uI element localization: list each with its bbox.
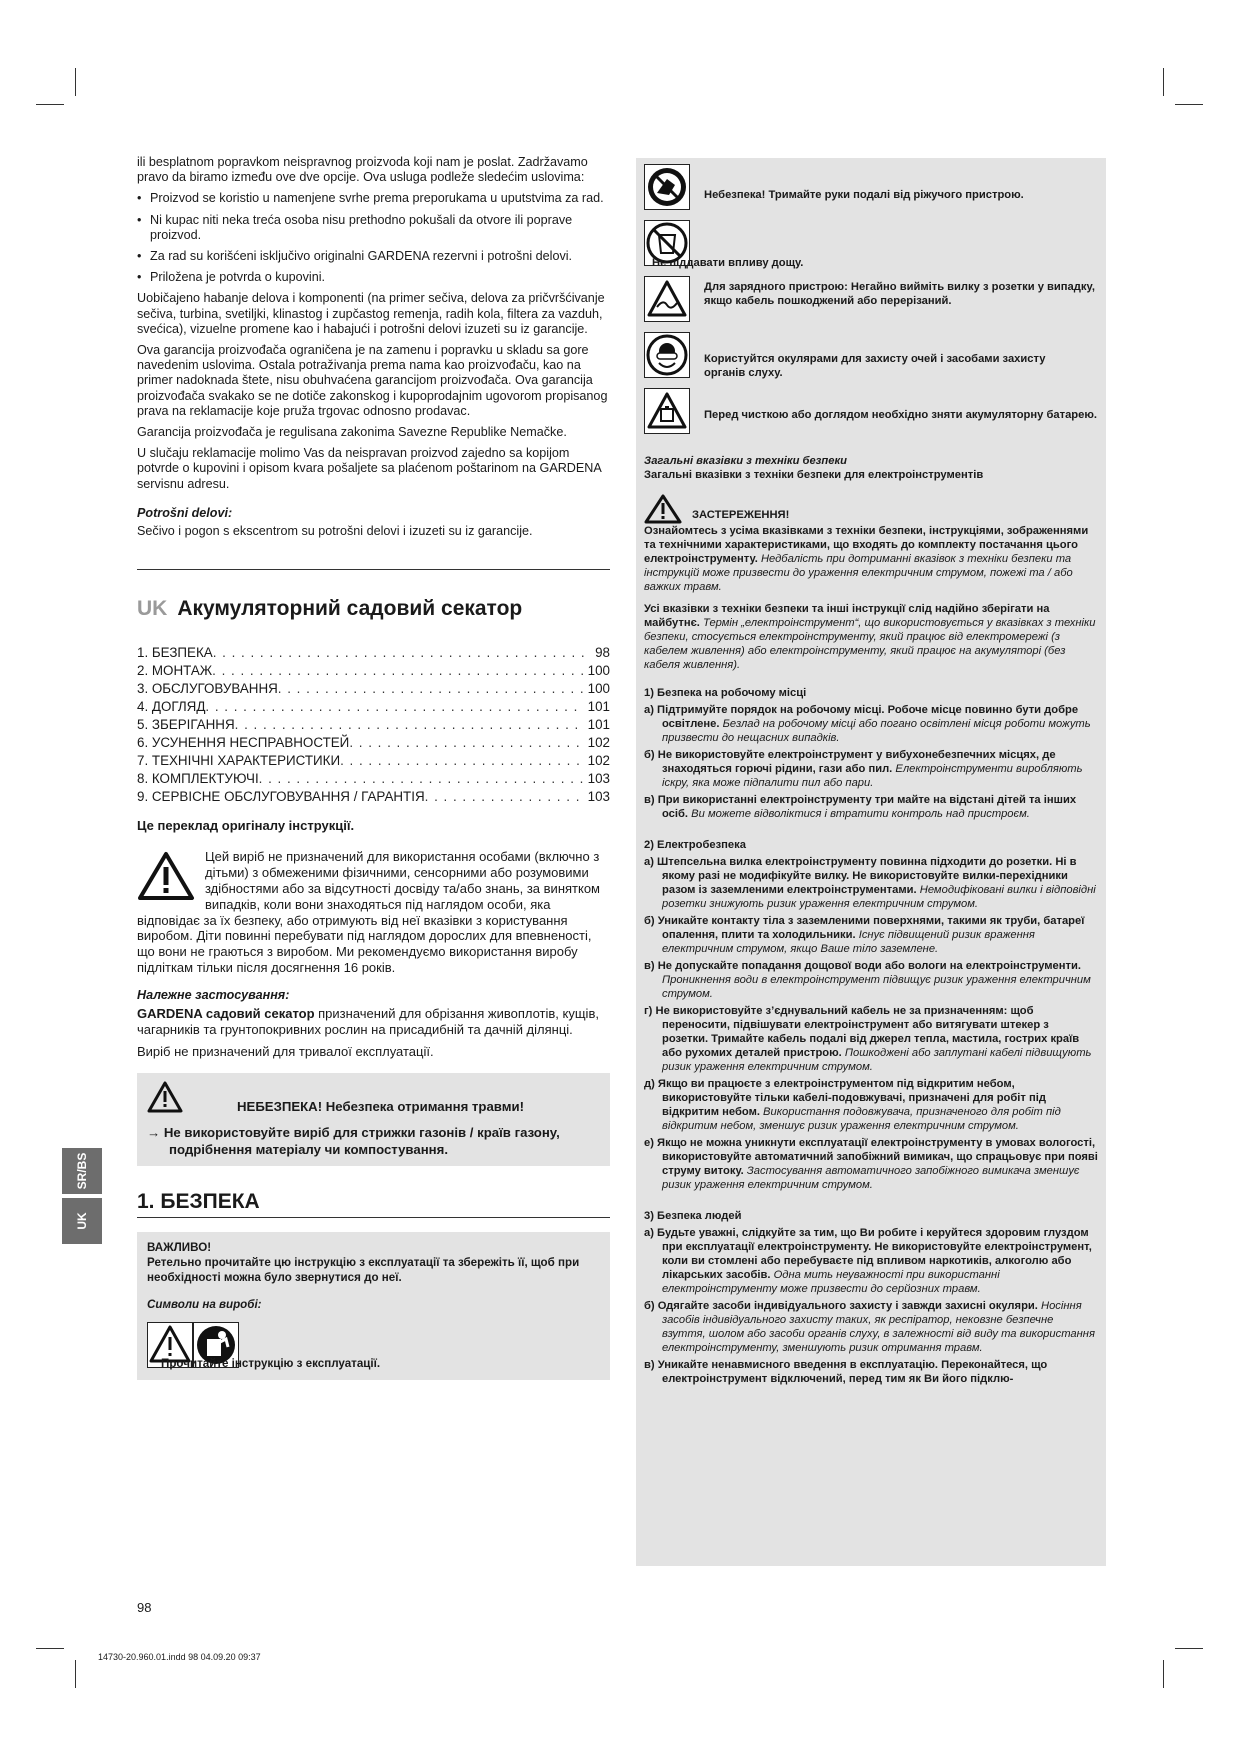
consumables-text: Sečivo i pogon s ekscentrom su potrošni delovi i izuzeti su iz garancije. <box>137 524 533 539</box>
icon-text: Перед чисткою або доглядом необхідно зняти акумуляторну батарею. <box>704 409 1098 421</box>
item-bold: а) Штепсельна вилка електроінструменту повинна підходити до розетки. Ні в якому разі не модифікуйте вилку. Не використовуйте вилки-перехідники разом із заземленими електроінструментами. <box>644 856 1077 896</box>
section-heading: 3) Безпека людей <box>644 1210 742 1222</box>
item-italic: Пошкоджені або заплутані кабелі підвищують ризик ураження електричним струмом. <box>662 1047 1092 1073</box>
toc-item[interactable] <box>137 734 610 752</box>
item-italic: Носіння засобів індивідуального захисту таких, як респіратор, нековзне безпечне взуття, шолом або засоби органів слуху, в залежності від виду та використання електроінструменту, зменшують ризик отримання травм. <box>662 1300 1095 1354</box>
left-column <box>137 155 610 1380</box>
icon-row <box>644 332 1098 388</box>
toc-item[interactable] <box>137 698 610 716</box>
toc-leader <box>235 716 584 734</box>
toc-leader <box>259 770 584 788</box>
toc-label: 7. ТЕХНІЧНІ ХАРАКТЕРИСТИКИ <box>137 753 341 769</box>
warning-italic: Недбалість при дотриманні вказівок з техніки безпеки та інструкцій може призвести до ураження електричним струмом, пожежі та / або важких травм. <box>644 553 1073 593</box>
list-item <box>644 914 1098 956</box>
general-subheading: Загальні вказівки з техніки безпеки для електроінструментів <box>644 469 984 481</box>
important-text: Ретельно прочитайте цю інструкцію з експлуатації та збережіть її, щоб при необхідності можна було звернутися до неї. <box>147 1256 580 1285</box>
icon-row <box>644 164 1098 220</box>
toc-leader <box>349 734 584 752</box>
warning-triangle-icon <box>137 851 195 901</box>
cable-damage-icon <box>644 276 690 322</box>
toc-item[interactable] <box>137 644 610 662</box>
toc-page: 102 <box>587 753 610 769</box>
toc-label: 4. ДОГЛЯД <box>137 699 206 715</box>
crop-mark-tl-h <box>36 104 64 105</box>
right-column <box>636 158 1106 1566</box>
list-item: • Za rad su korišćeni isključivo originalni GARDENA rezervni i potrošni delovi. <box>137 249 610 264</box>
remove-battery-icon <box>644 388 690 434</box>
item-bold: б) Не використовуйте електроінструмент у вибухонебезпечних місцях, де знаходяться горючі рідини, гази або пил. <box>644 749 1056 775</box>
warning-text <box>644 524 1098 594</box>
warning-triangle-icon <box>644 494 682 524</box>
item-italic: Електроінструменти виробляють іскру, яка може підпалити пил або пари. <box>662 763 1083 789</box>
paragraph: Garancija proizvođača je regulisana zakonima Savezne Republike Nemačke. <box>137 425 567 440</box>
icon-text: Не піддавати впливу дощу. <box>652 257 804 269</box>
keep-bold: Усі вказівки з техніки безпеки та інші інструкції слід надійно зберігати на майбутнє. <box>644 603 1050 629</box>
crop-mark-tr-h <box>1175 104 1203 105</box>
toc-page: 103 <box>587 789 610 805</box>
crop-mark-br-h <box>1175 1648 1203 1649</box>
symbols-row <box>147 1322 600 1370</box>
side-tab-uk[interactable] <box>62 1198 102 1244</box>
item-bold: е) Якщо не можна уникнути експлуатації електроінструменту в умовах вологості, використовуйте автоматичний запобіжний вимикач, що спрацьовує при появі струму витоку. <box>644 1137 1098 1177</box>
product-name: GARDENA садовий секатор <box>137 1006 315 1022</box>
icon-text: Для зарядного пристрою: Негайно вийміть вилку з розетки у випадку, якщо кабель пошкоджений або перерізаний. <box>704 281 1095 307</box>
toc-leader <box>425 788 584 806</box>
list-item: • Ni kupac niti neka treća osoba nisu prethodno pokušali da otvore ili poprave proizvod. <box>137 213 610 243</box>
warning-bold: Ознайомтесь з усіма вказівками з техніки безпеки, інструкціями, зображеннями та технічними характеристиками, що входять до комплекту постачання цього електроінструменту. <box>644 525 1089 565</box>
warning-triangle-icon <box>147 1081 183 1113</box>
warning-label: ЗАСТЕРЕЖЕННЯ! <box>692 509 790 521</box>
toc-leader <box>278 680 584 698</box>
toc-label: 8. КОМПЛЕКТУЮЧІ <box>137 771 259 787</box>
list-item <box>644 703 1098 745</box>
language-code: UK <box>137 597 168 621</box>
toc-item[interactable] <box>137 680 610 698</box>
icon-text: Небезпека! Тримайте руки подалі від ріжучого пристрою. <box>704 189 1024 201</box>
general-heading: Загальні вказівки з техніки безпеки <box>644 455 847 467</box>
item-bold: а) Будьте уважні, слідкуйте за тим, що Ви робите і керуйтеся здоровим глуздом при експлуатації електроінструменту. Не використовуйте електроінструмент, коли ви стомлені або перебуваєте під впливом наркотиків, алкоголю або лікарських засобів. <box>644 1227 1092 1281</box>
translation-note: Це переклад оригіналу інструкції. <box>137 818 355 834</box>
item-italic: Використання подовжувача, призначеного для робіт під відкритим небом, зменшує ризик ураження електричним струмом. <box>662 1106 1061 1132</box>
item-italic: Ви можете відволіктися і втратити контроль над пристроєм. <box>688 808 1030 820</box>
toc-item[interactable] <box>137 752 610 770</box>
conditions-list <box>137 191 610 285</box>
list-item <box>644 1226 1098 1296</box>
intro-text: ili besplatnom popravkom neispravnog proizvoda koji nam je poslat. Zadržavamo pravo da biramo između ove dve opcije. Ova usluga podleže sledećim uslovima: <box>137 155 588 185</box>
toc-label: 6. УСУНЕННЯ НЕСПРАВНОСТЕЙ <box>137 735 350 751</box>
section-heading: 1) Безпека на робочому місці <box>644 687 807 699</box>
icon-row <box>644 276 1098 332</box>
crop-mark-tr-v <box>1163 68 1164 96</box>
section-rule <box>137 1217 610 1218</box>
keep-text <box>644 602 1098 672</box>
side-tab-label: UK <box>75 1212 89 1230</box>
goggles-ear-icon <box>644 332 690 378</box>
side-tab-sr-bs[interactable] <box>62 1148 102 1194</box>
toc-label: 5. ЗБЕРІГАННЯ <box>137 717 235 733</box>
paragraph: Ova garancija proizvođača ograničena je na zamenu i popravku u skladu sa gore navedenim uslovima. Ostala potraživanja prema nama kao proizvođaču, kao na primer nadoknada štete, nisu obuhvaćena garancijom proizvođača. Ova garancija proizvođača svakako se ne dotiče zakonskog i kupoprodajnim ugovorom propisanog prava na reklamacije koje pruža trgovac odnosno prodavac. <box>137 343 608 418</box>
item-italic: Одна мить неуважності при використанні електроінструменту може призвести до серйозних травм. <box>662 1269 1000 1295</box>
section-heading: 2) Електробезпека <box>644 839 746 851</box>
icon-row <box>644 388 1098 454</box>
hand-cutting-icon <box>644 164 690 210</box>
icon-text: Користуйтся окулярами для захисту очей і засобами захисту органів слуху. <box>704 353 1046 379</box>
symbols-heading: Символи на виробі: <box>147 1298 262 1312</box>
paragraph: Uobičajeno habanje delova i komponenti (na primer sečiva, delova za pričvršćivanje sečiva, turbina, svetiljki, klinastog i zupčastog remenja, radih kola, filtera za vazduh, svećica), vizuelne promene kao i habajući i potrošni delovi izuzeti su iz garancije. <box>137 291 605 336</box>
crop-mark-bl-v <box>75 1660 76 1688</box>
toc-page: 103 <box>587 771 610 787</box>
toc-item[interactable] <box>137 770 610 788</box>
proper-use-description: призначений для обрізання живоплотів, кущів, чагарників та грунтопокривних рослин на присадибній та дачній ділянці. <box>137 1006 599 1037</box>
toc-page: 98 <box>595 645 610 661</box>
list-item <box>644 959 1098 1001</box>
toc-label: 2. МОНТАЖ <box>137 663 213 679</box>
crop-mark-tl-v <box>75 68 76 96</box>
toc-item[interactable] <box>137 662 610 680</box>
symbols-caption: Прочитайте інструкцію з експлуатації. <box>161 1357 381 1371</box>
proper-use-text <box>137 1006 610 1038</box>
list-item: • Proizvod se koristio u namenjene svrhe prema preporukama u uputstvima za rad. <box>137 191 610 206</box>
toc-leader <box>205 698 584 716</box>
item-bold: в) Не допускайте попадання дощової води або вологи на електроінструменти. <box>644 960 1081 972</box>
toc-page: 101 <box>587 699 610 715</box>
item-italic: Застосування автоматичного запобіжного вимикача зменшує ризик ураження електричним струмом. <box>662 1165 1080 1191</box>
toc-label: 9. СЕРВІСНЕ ОБСЛУГОВУВАННЯ / ГАРАНТІЯ <box>137 789 425 805</box>
list-item <box>644 1004 1098 1074</box>
list-item <box>644 1299 1098 1355</box>
danger-heading: НЕБЕЗПЕКА! Небезпека отримання травми! <box>237 1099 524 1115</box>
list-item: • Priložena je potvrda o kupovini. <box>137 270 610 285</box>
item-bold: б) Одягайте засоби індивідуального захисту і завжди захисні окуляри. <box>644 1300 1038 1312</box>
item-italic: Проникнення води в електроінструмент підвищує ризик ураження електричним струмом. <box>662 974 1091 1000</box>
danger-text: → Не використовуйте виріб для стрижки газонів / країв газону, подрібнення матеріалу чи компостування. <box>147 1125 560 1158</box>
list-item <box>644 793 1098 821</box>
title-text: Акумуляторний садовий секатор <box>177 597 523 621</box>
toc-label: 3. ОБСЛУГОВУВАННЯ <box>137 681 278 697</box>
spacer <box>644 1195 1098 1209</box>
page-number: 98 <box>137 1600 152 1615</box>
section-divider <box>137 569 610 570</box>
page-title <box>137 596 610 622</box>
toc-page: 100 <box>587 681 610 697</box>
toc-page: 102 <box>587 735 610 751</box>
important-heading: ВАЖЛИВО! <box>147 1241 212 1255</box>
item-italic: Безлад на робочому місці або погано освітлені місця роботи можуть призвести до нещасних випадків. <box>662 718 1091 744</box>
list-item <box>644 855 1098 911</box>
list-item <box>644 1358 1098 1386</box>
item-bold: б) Уникайте контакту тіла з заземленими поверхнями, такими як труби, батареї опалення, плити та холодильники. <box>644 915 1085 941</box>
keep-italic: Термін „електроінструмент“, що використовується у вказівках з техніки безпеки, стосується електроінструменту, який працює від електромережі (з кабелем живлення) або електроінструменту, який працює на акумуляторі (без кабеля живлення). <box>644 617 1096 671</box>
spacer <box>644 672 1098 686</box>
table-of-contents <box>137 644 610 806</box>
children-warning-text: Цей виріб не призначений для використання особами (включно з дітьми) з обмеженими фізичними, сенсорними або розумовими здібностями або за відсутності досвіду та/або знань, за винятком випадків, коли вони знаходяться під наглядом особи, яка відповідає за їх безпеку, або отримують від неї вказівки з користування виробом. Діти повинні перебувати під наглядом дорослих для впевненості, що вони не граються з виробом. Ми рекомендуємо використання виробу підліткам тільки після досягнення 16 років. <box>137 849 600 976</box>
list-item <box>644 748 1098 790</box>
children-warning <box>137 849 610 975</box>
warning-row <box>644 494 1098 524</box>
consumables-heading: Potrošni delovi: <box>137 505 233 520</box>
crop-mark-bl-h <box>36 1648 64 1649</box>
item-bold: д) Якщо ви працюєте з електроінструментом під відкритим небом, використовуйте тільки кабелі-подовжувачі, призначені для робіт під відкритим небом. <box>644 1078 1046 1118</box>
not-long-term-text: Виріб не призначений для тривалої експлуатації. <box>137 1043 434 1059</box>
item-italic: Немодифіковані вилки і відповідні розетки знижують ризик ураження електричним струмом. <box>662 884 1096 910</box>
item-bold: г) Не використовуйте з’єднувальний кабель не за призначенням: щоб переносити, підвішувати електроінструмент або витягувати штекер з розетки. Тримайте кабель подалі від джерел тепла, мастила, гострих країв або рухомих деталей пристрою. <box>644 1005 1080 1059</box>
list-item <box>644 1136 1098 1192</box>
proper-use-heading: Належне застосування: <box>137 987 290 1002</box>
toc-page: 100 <box>587 663 610 679</box>
toc-leader <box>213 644 584 662</box>
side-tab-label: SR/BS <box>75 1152 89 1190</box>
item-bold: в) Уникайте ненавмисного введення в експлуатацію. Переконайтеся, що електроінструмент відключений, перед тим як Ви його підклю- <box>644 1359 1048 1385</box>
toc-label: 1. БЕЗПЕКА <box>137 645 213 661</box>
list-item <box>644 1077 1098 1133</box>
toc-page: 101 <box>587 717 610 733</box>
item-bold: в) При використанні електроінструменту три майте на відстані дітей та інших осіб. <box>644 794 1077 820</box>
item-italic: Існує підвищений ризик враження електричним струмом, якщо Ваше тіло заземлене. <box>662 929 1035 955</box>
spacer <box>644 824 1098 838</box>
toc-leader <box>340 752 584 770</box>
spacer <box>644 594 1098 602</box>
section-title: 1. БЕЗПЕКА <box>137 1190 260 1214</box>
danger-box <box>137 1073 610 1166</box>
item-bold: а) Підтримуйте порядок на робочому місці. Робоче місце повинно бути добре освітлене. <box>644 704 1079 730</box>
important-box <box>137 1232 610 1380</box>
imprint-line: 14730-20.960.01.indd 98 04.09.20 09:37 <box>98 1652 261 1662</box>
paragraph: U slučaju reklamacije molimo Vas da neispravan proizvod zajedno sa kopijom potvrde o kupovini i opisom kvara pošaljete sa plaćenom poštarinom na GARDENA servisnu adresu. <box>137 446 602 491</box>
toc-leader <box>212 662 584 680</box>
toc-item[interactable] <box>137 788 610 806</box>
toc-item[interactable] <box>137 716 610 734</box>
icon-row <box>644 220 1098 276</box>
crop-mark-br-v <box>1163 1660 1164 1688</box>
